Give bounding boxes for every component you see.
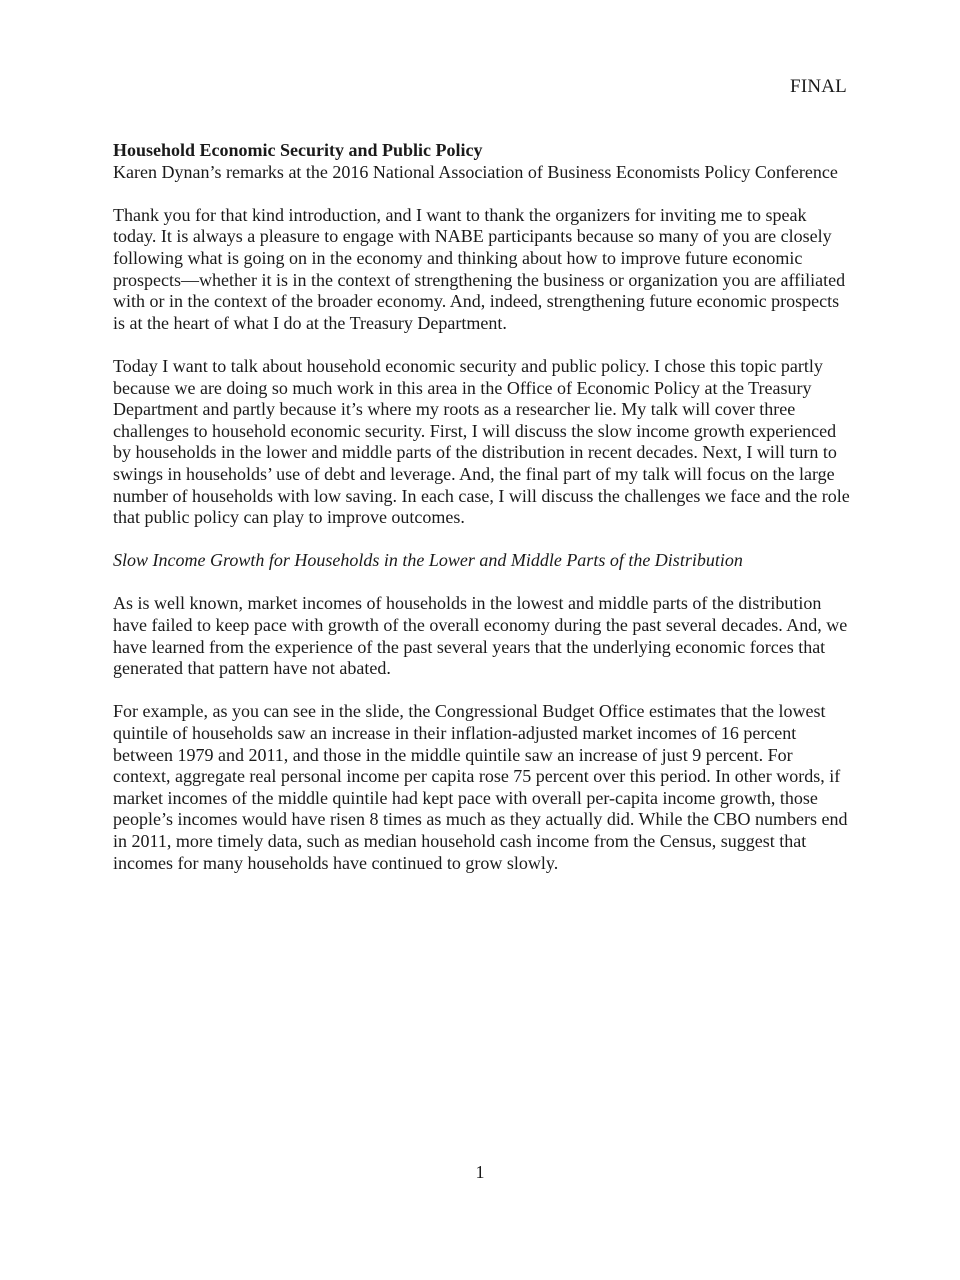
document-body [113, 140, 853, 896]
body-paragraph: Today I want to talk about household economic security and public policy. I chose this topic partly because we are doing so much work in this area in the Office of Economic Policy at the Treasury Department and partly because it’s where my roots as a researcher lie. My talk will cover three challenges to household economic security. First, I will discuss the slow income growth experienced by households in the lower and middle parts of the distribution in recent decades. Next, I will turn to swings in households’ use of debt and leverage. And, the final part of my talk will focus on the large number of households with low saving. In each case, I will discuss the challenges we face and the role that public policy can play to improve outcomes. [113, 355, 850, 528]
body-paragraph: Thank you for that kind introduction, and I want to thank the organizers for inviting me to speak today. It is always a pleasure to engage with NABE participants because so many of you are closely following what is going on in the economy and thinking about how to improve future economic prospects—whether it is in the context of strengthening the business or organization you are affiliated with or in the context of the broader economy. And, indeed, strengthening future economic prospects is at the heart of what I do at the Treasury Department. [113, 204, 846, 333]
body-paragraph: As is well known, market incomes of households in the lowest and middle parts of the distribution have failed to keep pace with growth of the overall economy during the past several decades. And, we have learned from the experience of the past several years that the underlying economic forces that generated that pattern have not abated. [113, 593, 848, 679]
section-heading: Slow Income Growth for Households in the Lower and Middle Parts of the Distribution [113, 550, 743, 571]
body-paragraph: For example, as you can see in the slide, the Congressional Budget Office estimates that the lowest quintile of households saw an increase in their inflation-adjusted market incomes of 16 percent between 1979 and 2011, and those in the middle quintile saw an increase of just 9 percent. For context, aggregate real personal income per capita rose 75 percent over this period. In other words, if market incomes of the middle quintile had kept pace with overall per-capita income growth, those people’s incomes would have risen 8 times as much as they actually did. While the CBO numbers end in 2011, more timely data, such as median household cash income from the Census, suggest that incomes for many households have continued to grow slowly. [113, 701, 848, 873]
document-subtitle: Karen Dynan’s remarks at the 2016 National Association of Business Economists Policy Conference [113, 161, 838, 182]
document-title: Household Economic Security and Public Policy [113, 140, 483, 160]
page-number: 1 [475, 1162, 485, 1182]
final-label: FINAL [790, 76, 847, 97]
